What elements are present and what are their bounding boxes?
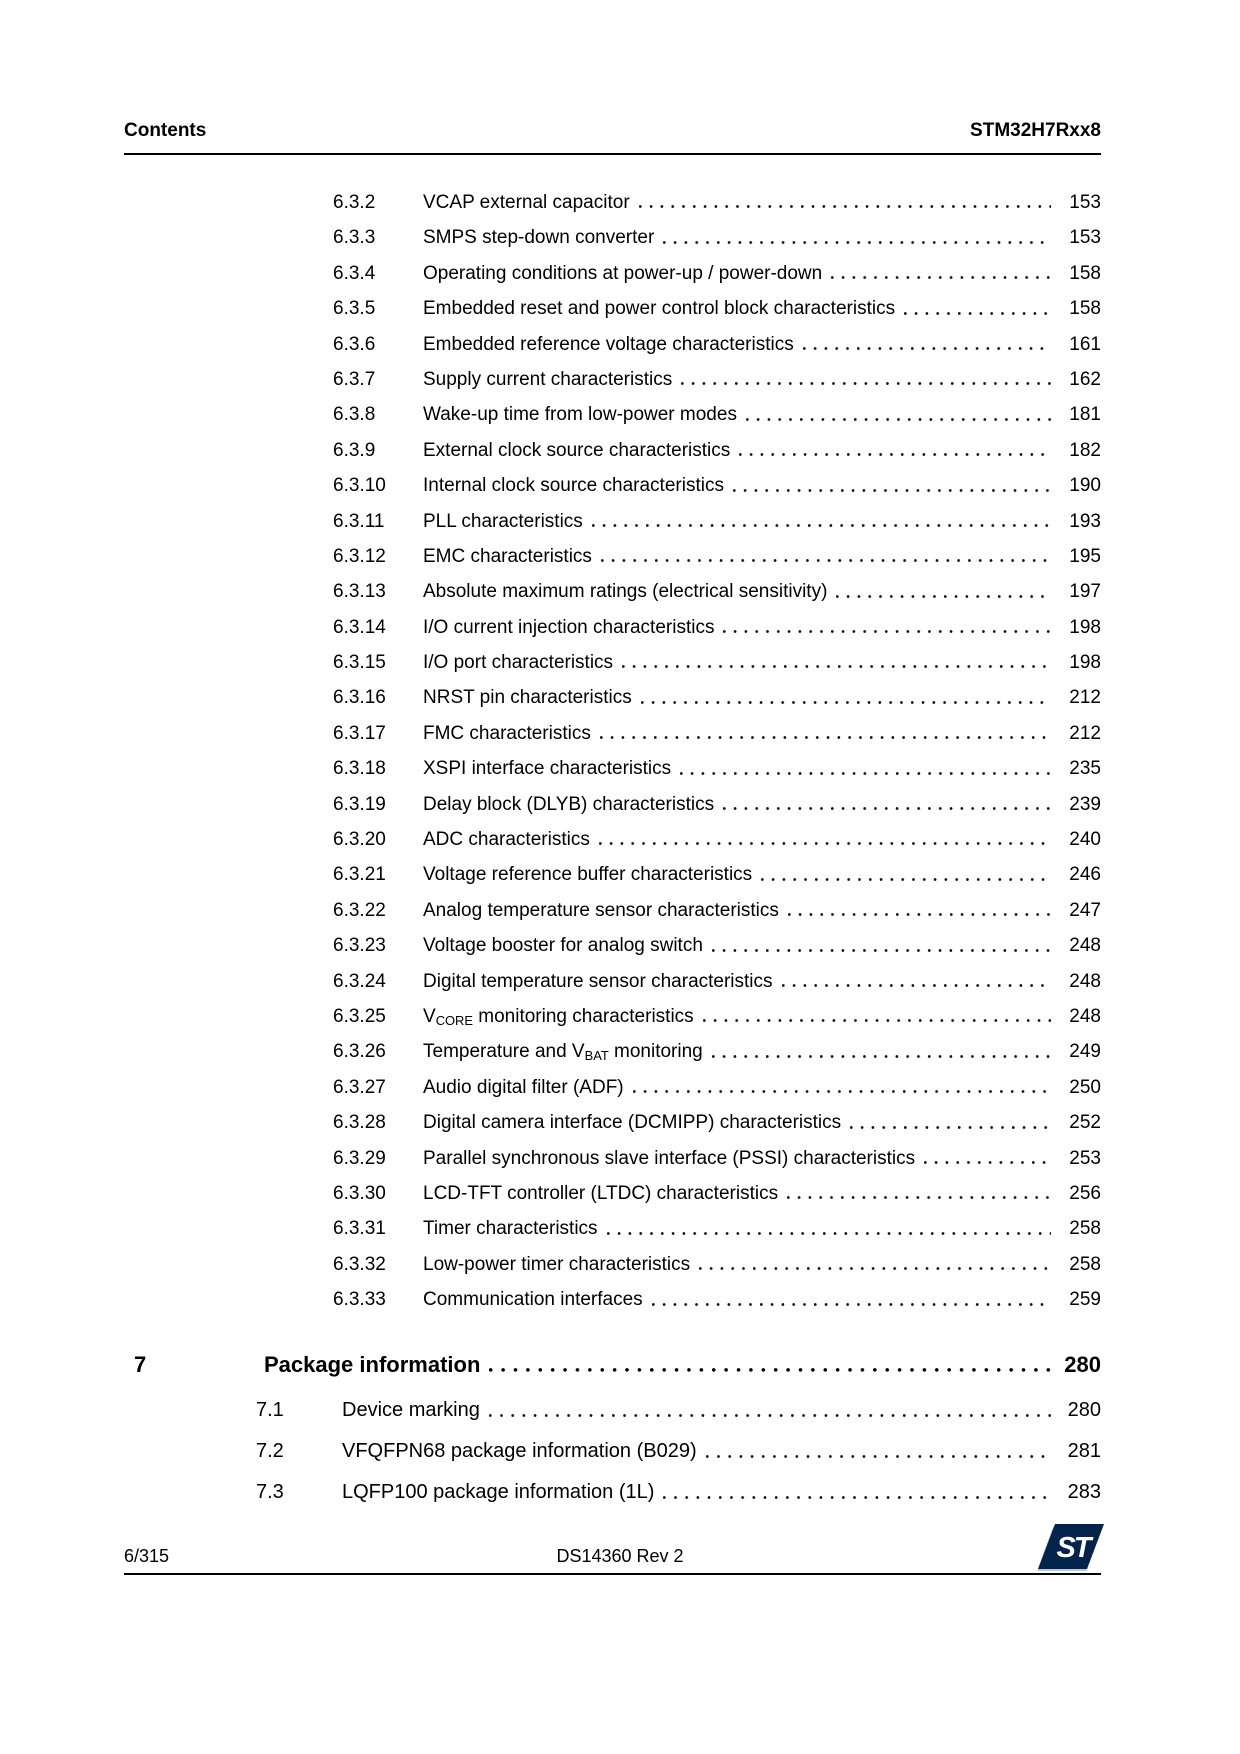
toc-entry[interactable]	[124, 1431, 1101, 1472]
dot-leader	[600, 716, 1051, 751]
dot-leader	[739, 433, 1051, 468]
dot-leader	[703, 999, 1051, 1034]
toc-entry[interactable]	[124, 716, 1101, 751]
toc-entry-page: 248	[1069, 935, 1101, 957]
toc-entry-number: 6.3.33	[333, 1289, 386, 1311]
toc-entry[interactable]	[124, 822, 1101, 857]
dot-leader	[680, 751, 1051, 786]
toc-entry[interactable]	[124, 327, 1101, 362]
dot-leader	[592, 504, 1051, 539]
toc-entry[interactable]	[124, 680, 1101, 715]
toc-title-text: Absolute maximum ratings (electrical sensitivity)	[423, 581, 828, 603]
toc-entry[interactable]	[124, 1034, 1101, 1069]
toc-entry-page: 246	[1069, 864, 1101, 886]
toc-entry[interactable]	[124, 999, 1101, 1034]
dot-leader	[663, 220, 1051, 255]
dot-leader	[723, 787, 1051, 822]
toc-entry-page: 256	[1069, 1182, 1101, 1204]
toc-entry-page: 258	[1069, 1253, 1101, 1275]
toc-entry-number: 6.3.22	[333, 899, 386, 921]
toc-title-text: SMPS step-down converter	[423, 227, 655, 249]
toc-entry-title	[423, 964, 773, 999]
toc-entry-number: 7	[134, 1352, 147, 1377]
toc-entry-number: 6.3.18	[333, 758, 386, 780]
toc-title-text: Digital temperature sensor characteristics	[423, 970, 773, 992]
toc-title-text: monitoring characteristics	[472, 1005, 694, 1027]
footer-page-number: 6/315	[124, 1546, 170, 1566]
dot-leader	[733, 468, 1051, 503]
toc-entry-page: 153	[1069, 192, 1101, 213]
dot-leader	[652, 1282, 1051, 1317]
toc-entry-title	[423, 716, 591, 751]
toc-entry-number: 6.3.17	[333, 722, 386, 744]
toc-entry-page: 182	[1069, 439, 1101, 461]
toc-entry-title	[423, 610, 714, 645]
dot-leader	[723, 610, 1051, 645]
toc-entry-page: 258	[1069, 1218, 1101, 1240]
toc-entry[interactable]	[124, 433, 1101, 468]
toc-entry-title	[423, 1105, 841, 1140]
toc-entry[interactable]	[124, 1211, 1101, 1246]
toc-entry[interactable]	[124, 539, 1101, 574]
dot-leader	[699, 1247, 1051, 1282]
toc-entry-section-7[interactable]	[124, 1342, 1101, 1388]
toc-entry-number: 6.3.23	[333, 935, 386, 957]
footer-doc-id: DS14360 Rev 2	[556, 1546, 684, 1566]
toc-entry[interactable]	[124, 1390, 1101, 1431]
dot-leader	[489, 1390, 1051, 1431]
toc-entry[interactable]	[124, 468, 1101, 503]
dot-leader	[782, 964, 1051, 999]
toc-entry[interactable]	[124, 1247, 1101, 1282]
toc-entry[interactable]	[124, 1105, 1101, 1140]
toc-entry-number: 6.3.7	[333, 368, 376, 390]
toc-entry[interactable]	[124, 256, 1101, 291]
dot-leader	[663, 1472, 1051, 1513]
toc-entry[interactable]	[124, 1141, 1101, 1176]
toc-entry-page: 212	[1069, 687, 1101, 709]
footer-rule	[124, 1573, 1101, 1575]
toc-entry-title	[423, 1211, 598, 1246]
toc-entry[interactable]	[124, 574, 1101, 609]
toc-entry-page: 195	[1069, 545, 1101, 567]
dot-leader	[761, 857, 1051, 892]
toc-title-text: Device marking	[342, 1399, 480, 1421]
toc-entry-number: 6.3.26	[333, 1041, 386, 1063]
dot-leader	[641, 680, 1051, 715]
toc-entry-number: 6.3.16	[333, 687, 386, 709]
toc-entry-number: 7.3	[256, 1481, 284, 1503]
toc-title-text: Wake-up time from low-power modes	[423, 404, 737, 426]
toc-title-text: External clock source characteristics	[423, 439, 731, 461]
dot-leader	[607, 1211, 1051, 1246]
toc-entry-title	[423, 1141, 915, 1176]
toc-entry-page: 212	[1069, 722, 1101, 744]
toc-title-text: Communication interfaces	[423, 1289, 643, 1311]
dot-leader	[712, 1034, 1051, 1069]
toc-entry-number: 6.3.19	[333, 793, 386, 815]
toc-title-subscript: BAT	[584, 1047, 609, 1063]
toc-entry-title	[423, 185, 630, 220]
toc-entry-number: 6.3.25	[333, 1005, 386, 1027]
toc-entry-title	[342, 1472, 654, 1513]
toc-entry[interactable]	[124, 220, 1101, 255]
toc-entry[interactable]	[124, 857, 1101, 892]
dot-leader	[622, 645, 1051, 680]
toc-entry-number: 6.3.10	[333, 475, 386, 497]
toc-entry-title	[423, 1282, 643, 1317]
toc-entry-number: 6.3.32	[333, 1253, 386, 1275]
toc-title-text: LCD-TFT controller (LTDC) characteristics	[423, 1182, 779, 1204]
toc-title-text: Supply current characteristics	[423, 368, 673, 390]
toc-entry-title	[423, 1034, 703, 1069]
toc-entry-title	[423, 751, 671, 786]
toc-title-text: XSPI interface characteristics	[423, 758, 672, 780]
st-logo	[1038, 1524, 1104, 1572]
toc-level3-list	[124, 185, 1101, 1318]
toc-title-text: Analog temperature sensor characteristics	[423, 899, 779, 921]
toc-entry-title	[423, 857, 752, 892]
toc-entry-title	[342, 1431, 697, 1472]
toc-title-text: V	[423, 1005, 436, 1027]
dot-leader	[831, 256, 1051, 291]
dot-leader	[904, 291, 1051, 326]
toc-entry-title	[423, 822, 590, 857]
toc-title-text: EMC characteristics	[423, 545, 592, 567]
dot-leader	[489, 1342, 1051, 1388]
toc-title-text: ADC characteristics	[423, 829, 590, 851]
toc-entry[interactable]	[124, 362, 1101, 397]
toc-title-text: Low-power timer characteristics	[423, 1253, 691, 1275]
toc-entry-title	[423, 327, 794, 362]
dot-leader	[924, 1141, 1051, 1176]
toc-entry-title	[423, 928, 703, 963]
toc-entry-title: Package information	[264, 1352, 481, 1377]
toc-entry-number: 6.3.31	[333, 1218, 386, 1240]
toc-entry-title	[423, 468, 724, 503]
toc-entry-number: 6.3.4	[333, 262, 376, 284]
toc-entry-number: 6.3.15	[333, 652, 386, 674]
toc-entry-page: 259	[1069, 1289, 1101, 1311]
toc-entry-title	[423, 433, 730, 468]
toc-entry[interactable]	[124, 1282, 1101, 1317]
dot-leader	[787, 1176, 1051, 1211]
toc-title-subscript: CORE	[435, 1012, 473, 1028]
toc-entry[interactable]	[124, 645, 1101, 680]
dot-leader	[601, 539, 1051, 574]
toc-title-text: Delay block (DLYB) characteristics	[423, 793, 715, 815]
toc-title-text: Embedded reset and power control block characteristics	[423, 298, 896, 320]
toc-entry-title	[423, 893, 779, 928]
toc-entry-page: 198	[1069, 616, 1101, 638]
toc-entry-page: 197	[1069, 581, 1101, 603]
toc-entry-number: 6.3.13	[333, 581, 386, 603]
toc-title-text: Digital camera interface (DCMIPP) characteristics	[423, 1112, 842, 1134]
toc-entry-number: 6.3.24	[333, 970, 386, 992]
toc-entry-page: 158	[1069, 262, 1101, 284]
toc-entry-page: 248	[1069, 970, 1101, 992]
toc-entry-number: 6.3.28	[333, 1112, 386, 1134]
toc-title-text: monitoring	[608, 1041, 703, 1063]
toc-title-text: Internal clock source characteristics	[423, 475, 724, 497]
toc-entry-page: 283	[1067, 1481, 1101, 1503]
dot-leader	[788, 893, 1051, 928]
toc-title-text: PLL characteristics	[423, 510, 583, 532]
toc-title-text: I/O current injection characteristics	[423, 616, 715, 638]
toc-entry-number: 6.3.3	[333, 227, 376, 249]
toc-entry-number: 7.2	[256, 1440, 284, 1462]
toc-entry-number: 6.3.20	[333, 829, 386, 851]
toc-entry-page: 252	[1069, 1112, 1101, 1134]
st-logo-text: ST	[1056, 1532, 1090, 1564]
toc-entry[interactable]	[124, 1472, 1101, 1513]
toc-entry[interactable]	[124, 1176, 1101, 1211]
toc-entry-page: 280	[1064, 1352, 1101, 1377]
toc-entry-title	[423, 397, 737, 432]
toc-entry-page: 158	[1069, 298, 1101, 320]
toc-title-text: FMC characteristics	[423, 722, 591, 744]
toc-entry-title	[423, 539, 592, 574]
dot-leader	[850, 1105, 1051, 1140]
toc-entry[interactable]	[124, 397, 1101, 432]
toc-entry-page: 250	[1069, 1076, 1101, 1098]
toc-level2-list	[124, 1390, 1101, 1513]
toc-title-text: Temperature and V	[423, 1041, 585, 1063]
toc-title-text: VCAP external capacitor	[423, 192, 630, 213]
toc-entry[interactable]	[124, 1070, 1101, 1105]
toc-title-text: Parallel synchronous slave interface (PSSI) characteristics	[423, 1147, 916, 1169]
toc-entry-title	[423, 1070, 624, 1105]
toc-entry-page: 190	[1069, 475, 1101, 497]
toc-entry[interactable]	[124, 964, 1101, 999]
toc-title-text: Voltage reference buffer characteristics	[423, 864, 753, 886]
header-rule	[124, 153, 1101, 155]
toc-entry[interactable]	[124, 751, 1101, 786]
toc-entry-page: 153	[1069, 227, 1101, 249]
toc-entry-page: 161	[1069, 333, 1101, 355]
toc-entry[interactable]	[124, 787, 1101, 822]
toc-entry-page: 162	[1069, 368, 1101, 390]
dot-leader	[712, 928, 1051, 963]
toc-entry-title	[423, 574, 827, 609]
toc-entry[interactable]	[124, 291, 1101, 326]
toc-entry-title	[423, 504, 583, 539]
toc-entry-number: 6.3.29	[333, 1147, 386, 1169]
toc-entry-title	[423, 787, 714, 822]
toc-title-text: I/O port characteristics	[423, 652, 614, 674]
toc-title-text: Embedded reference voltage characteristics	[423, 333, 794, 355]
toc-entry-page: 240	[1069, 829, 1101, 851]
toc-entry-page: 281	[1067, 1440, 1101, 1462]
toc-entry-number: 6.3.5	[333, 298, 376, 320]
toc-entry-page: 248	[1069, 1005, 1101, 1027]
toc-entry-title	[423, 645, 613, 680]
toc-entry-title	[342, 1390, 480, 1431]
toc-entry-number: 6.3.9	[333, 439, 376, 461]
toc-title-text: Audio digital filter (ADF)	[423, 1076, 624, 1098]
toc-entry-number: 6.3.30	[333, 1182, 386, 1204]
toc-entry-page: 247	[1069, 899, 1101, 921]
toc-entry-title	[423, 999, 694, 1034]
toc-title-text: Voltage booster for analog switch	[423, 935, 703, 957]
dot-leader	[803, 327, 1051, 362]
toc-entry-title	[423, 291, 895, 326]
toc-entry-number: 6.3.11	[333, 510, 385, 532]
dot-leader	[706, 1431, 1051, 1472]
toc-title-text: NRST pin characteristics	[423, 687, 632, 709]
toc-entry-page: 181	[1069, 404, 1101, 426]
toc-entry[interactable]	[124, 185, 1101, 220]
toc-title-text: LQFP100 package information (1L)	[342, 1481, 655, 1503]
toc-entry-number: 6.3.27	[333, 1076, 386, 1098]
toc-entry[interactable]	[124, 504, 1101, 539]
toc-entry-number: 7.1	[256, 1399, 284, 1421]
toc-title-text: Operating conditions at power-up / power-down	[423, 262, 823, 284]
toc-title-text: VFQFPN68 package information (B029)	[342, 1440, 697, 1462]
toc-entry-page: 193	[1069, 510, 1101, 532]
toc-entry-title	[423, 362, 672, 397]
toc-entry-page: 235	[1069, 758, 1101, 780]
dot-leader	[746, 397, 1051, 432]
header-section-title: Contents	[124, 120, 207, 141]
toc-entry-page: 280	[1067, 1399, 1101, 1421]
toc-entry[interactable]	[124, 610, 1101, 645]
toc-entry-number: 6.3.12	[333, 545, 386, 567]
toc-entry[interactable]	[124, 928, 1101, 963]
toc-entry-title	[423, 680, 632, 715]
toc-entry-number: 6.3.14	[333, 616, 386, 638]
dot-leader	[599, 822, 1051, 857]
dot-leader	[633, 1070, 1051, 1105]
dot-leader	[681, 362, 1051, 397]
toc-entry-page: 253	[1069, 1147, 1101, 1169]
toc-entry-title	[423, 1247, 690, 1282]
toc-title-text: Timer characteristics	[423, 1218, 598, 1240]
header-part-number: STM32H7Rxx8	[970, 120, 1101, 141]
toc-entry-page: 198	[1069, 652, 1101, 674]
dot-leader	[639, 185, 1051, 220]
toc-entry-number: 6.3.2	[333, 192, 376, 213]
dot-leader	[836, 574, 1051, 609]
toc-entry-title	[423, 220, 654, 255]
toc-entry-page: 239	[1069, 793, 1101, 815]
toc-entry[interactable]	[124, 893, 1101, 928]
toc-entry-number: 6.3.6	[333, 333, 376, 355]
toc-entry-title	[423, 1176, 778, 1211]
toc-entry-title	[423, 256, 822, 291]
toc-entry-number: 6.3.21	[333, 864, 386, 886]
toc-entry-page: 249	[1069, 1041, 1101, 1063]
toc-entry-number: 6.3.8	[333, 404, 376, 426]
